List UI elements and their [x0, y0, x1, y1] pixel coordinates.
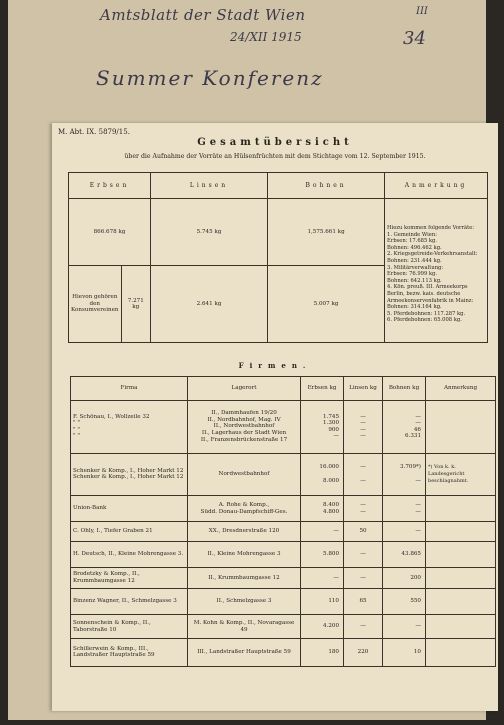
firm-cell-anmerkung [426, 521, 496, 541]
firm-cell-lagerort: Nordwestbahnhof [188, 453, 301, 495]
firm-cell-linsen: 65 [344, 589, 383, 615]
summary-header-bohnen: Bohnen [268, 173, 385, 199]
summary-consumer-label: Hievon gehören den Konsumvereinen [69, 266, 122, 343]
firm-cell-firma: Union-Bank [71, 496, 188, 522]
handwritten-corner-mark: III [416, 6, 428, 17]
summary-header-linsen: Linsen [151, 173, 268, 199]
document-reference: M. Abt. IX. 5879/15. [58, 128, 130, 136]
firm-cell-bohnen: 10 [383, 638, 426, 666]
firm-cell-linsen: 50 [344, 521, 383, 541]
firm-cell-bohnen: 550 [383, 589, 426, 615]
firm-cell-linsen: — — — — [344, 400, 383, 453]
firm-cell-erbsen: 1.745 1.300 900 — [301, 400, 344, 453]
firm-cell-bohnen: — [383, 615, 426, 639]
firm-cell-bohnen: 43.865 [383, 541, 426, 567]
firm-cell-erbsen: — [301, 521, 344, 541]
firm-cell-bohnen: 3.709*) — [383, 453, 426, 495]
table-row [71, 541, 496, 567]
table-row [71, 496, 496, 522]
firm-cell-bohnen: — — [383, 496, 426, 522]
firm-cell-linsen: — — [344, 496, 383, 522]
summary-consumer-bohnen: 5.007 kg [268, 266, 385, 343]
firm-cell-lagerort: A. Rohe & Komp., Südd. Donau-Dampfschiff-Ges. [188, 496, 301, 522]
firm-cell-firma: H. Deutsch, II., Kleine Mohrengasse 3. [71, 541, 188, 567]
firm-cell-linsen: 220 [344, 638, 383, 666]
firms-header-lagerort: Lagerort [188, 377, 301, 401]
summary-total-row [69, 199, 488, 266]
handwritten-heading: Amtsblatt der Stadt Wien [100, 6, 306, 24]
firm-cell-linsen: — [344, 541, 383, 567]
firm-cell-anmerkung [426, 589, 496, 615]
firm-cell-erbsen: 4.200 [301, 615, 344, 639]
handwritten-date: 24/XII 1915 [230, 30, 302, 44]
firm-cell-erbsen: 16.000 8.000 [301, 453, 344, 495]
table-row [71, 638, 496, 666]
firms-table [70, 376, 496, 667]
firm-cell-erbsen: 8.400 4.800 [301, 496, 344, 522]
firm-cell-anmerkung: *) Von k. k. Landesgericht beschlagnahmt. [426, 453, 496, 495]
summary-consumer-linsen: 2.641 kg [151, 266, 268, 343]
firm-cell-lagerort: M. Kohn & Komp., II., Novaragasse 49 [188, 615, 301, 639]
firms-header-linsen: Linsen kg [344, 377, 383, 401]
table-row [71, 567, 496, 589]
firm-cell-lagerort: II., Dammhaufen 19/20 II., Nordbahnhof, Mag. IV II., Nordwestbahnhof II., Lagerhaus der Stadt Wien II., Franzensbrückenstraße 17 [188, 400, 301, 453]
summary-remark: Hiezu kommen folgende Vorräte: 1. Gemeinde Wien: Erbsen: 17.685 kg. Bohnen: 496.462 kg. 2. Kriegsgetreide-Verkehrsanstalt: Bohnen: 231.444 kg. 3. Militärverwaltung: Erbsen: 76.999 kg. Bohnen: 642.113 kg. 4. Kön. preuß. III. Armeekorps Berlin, bezw. kais. deutsche Armeekonservenfabrik in Mainz: Bohnen: 314.164 kg. 5. Pferdebohnen: 117.287 kg. 6. Pferdebohnen: 65.008 kg. [385, 199, 488, 343]
firm-cell-firma: Sonnenschein & Komp., II., Taborstraße 10 [71, 615, 188, 639]
document-title: Gesamtübersicht [197, 137, 353, 148]
firm-cell-erbsen: 180 [301, 638, 344, 666]
firm-cell-anmerkung [426, 567, 496, 589]
summary-header-erbsen: Erbsen [69, 173, 151, 199]
firm-cell-firma: Binzenz Wagner, II., Schmelzgasse 3 [71, 589, 188, 615]
table-row [71, 521, 496, 541]
firm-cell-erbsen: 110 [301, 589, 344, 615]
firm-cell-firma: F. Schönau, I., Wollzeile 32 " " " " " " [71, 400, 188, 453]
firm-cell-lagerort: III., Landstraßer Hauptstraße 59 [188, 638, 301, 666]
firm-cell-anmerkung [426, 615, 496, 639]
firm-cell-erbsen: — [301, 567, 344, 589]
firms-header-erbsen: Erbsen kg [301, 377, 344, 401]
table-row [71, 453, 496, 495]
summary-header-anmerkung: Anmerkung [385, 173, 488, 199]
firm-cell-linsen: — [344, 567, 383, 589]
summary-total-bohnen: 1,575.661 kg [268, 199, 385, 266]
printed-document-sheet [52, 123, 498, 711]
handwritten-page-number: 34 [403, 28, 426, 49]
firm-cell-anmerkung [426, 496, 496, 522]
summary-total-linsen: 5.745 kg [151, 199, 268, 266]
firms-header-row [71, 377, 496, 401]
firm-cell-firma: Schillerwein & Komp., III., Landstraßer Hauptstraße 59 [71, 638, 188, 666]
firms-header-anmerkung: Anmerkung [426, 377, 496, 401]
firm-cell-linsen: — [344, 615, 383, 639]
firm-cell-lagerort: II., Kleine Mohrengasse 3 [188, 541, 301, 567]
table-row [71, 589, 496, 615]
firm-cell-erbsen: 5.800 [301, 541, 344, 567]
firm-cell-anmerkung [426, 638, 496, 666]
firms-header-firma: Firma [71, 377, 188, 401]
firm-cell-linsen: — — [344, 453, 383, 495]
firm-cell-bohnen: — [383, 521, 426, 541]
firm-cell-firma: Schenker & Komp., I., Hoher Markt 12 Schenker & Komp., I., Hoher Markt 12 [71, 453, 188, 495]
summary-header-row [69, 173, 488, 199]
handwritten-signature: Summer Konferenz [96, 66, 324, 90]
firms-header-bohnen: Bohnen kg [383, 377, 426, 401]
firm-cell-lagerort: II., Krummbaumgasse 12 [188, 567, 301, 589]
firm-cell-bohnen: — — 46 6.331 [383, 400, 426, 453]
summary-table [68, 172, 488, 343]
document-subtitle: über die Aufnahme der Vorräte an Hülsenfrüchten mit dem Stichtage vom 12. September 1915. [124, 153, 426, 160]
firm-cell-firma: C. Ohly, I., Tiefer Graben 21 [71, 521, 188, 541]
firm-cell-anmerkung [426, 400, 496, 453]
summary-total-erbsen: 866.678 kg [69, 199, 151, 266]
table-row [71, 400, 496, 453]
firm-cell-bohnen: 200 [383, 567, 426, 589]
firm-cell-anmerkung [426, 541, 496, 567]
firm-cell-lagerort: XX., Dresdnerstraße 120 [188, 521, 301, 541]
table-row [71, 615, 496, 639]
summary-consumer-erbsen: 7.271 kg [121, 266, 151, 343]
firm-cell-firma: Brodetzky & Komp., II., Krummbaumgasse 12 [71, 567, 188, 589]
firms-section-title: Firmen. [238, 361, 312, 370]
firm-cell-lagerort: II., Schmelzgasse 3 [188, 589, 301, 615]
